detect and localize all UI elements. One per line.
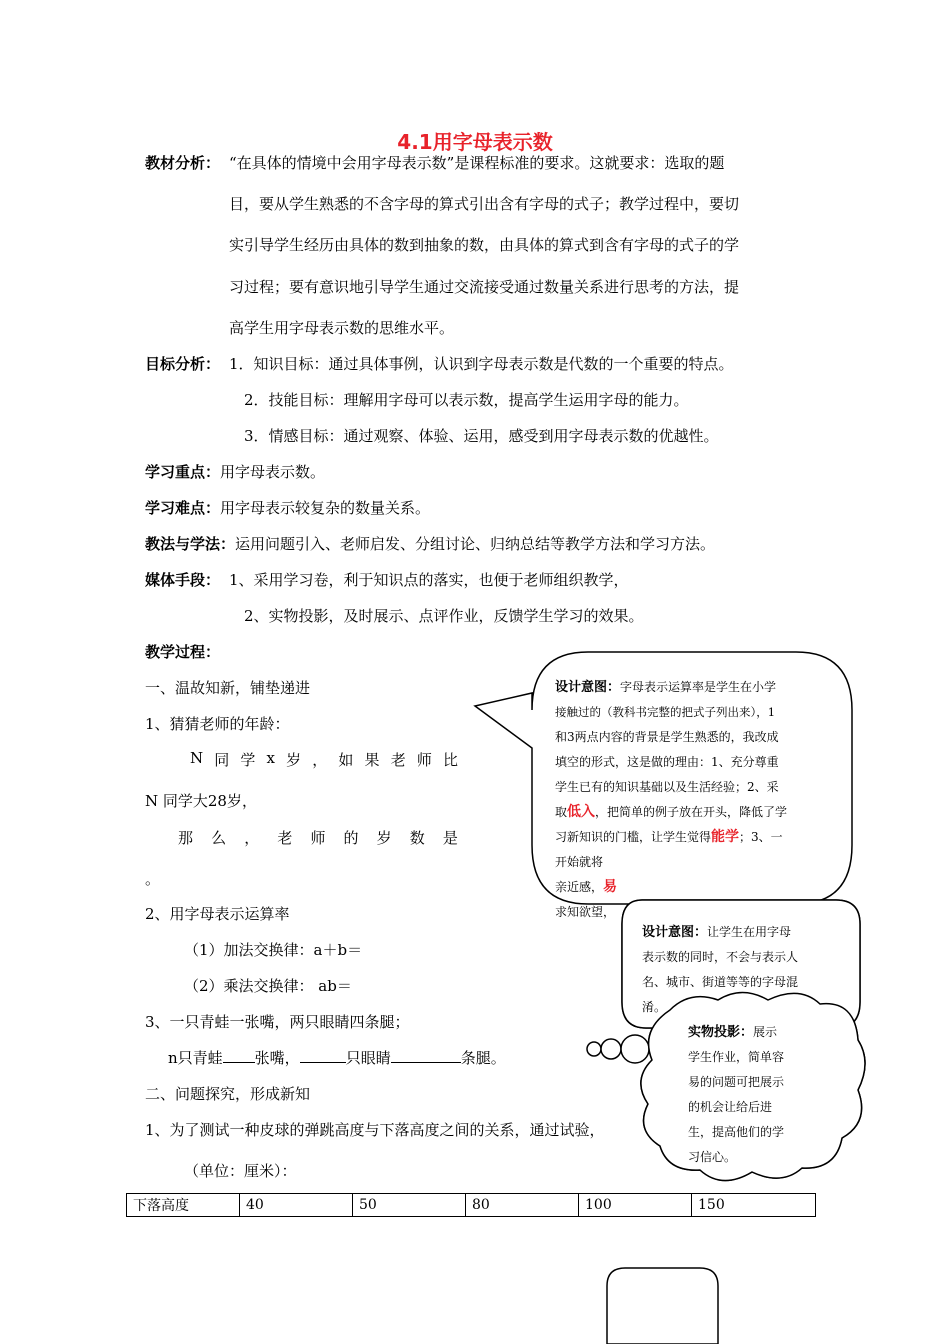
q1-char: x: [266, 749, 275, 767]
methods-text: 运用问题引入、老师启发、分组讨论、归纳总结等教学方法和学习方法。: [235, 535, 716, 553]
difficulty-label: 学习难点：: [145, 499, 221, 517]
callout-1-line: 习新知识的门槛，让学生觉得: [555, 830, 712, 844]
key-point-label: 学习重点：: [145, 463, 221, 481]
callout-1-line: 填空的形式，这是做的理由：1、充分尊重: [555, 755, 779, 769]
q1-char: 果: [364, 751, 380, 769]
q1-char: 么: [211, 829, 227, 847]
q1-char: 师: [310, 829, 326, 847]
goal-item-1: 1．知识目标：通过具体事例，认识到字母表示数是代数的一个重要的特点。: [229, 355, 734, 373]
callout-3-line: 学生作业，简单容: [688, 1050, 785, 1064]
material-line-4: 习过程；要有意识地引导学生通过交流接受通过数量关系进行思考的方法，提: [229, 278, 740, 296]
material-label: 教材分析：: [145, 154, 221, 172]
callout-1-line: 开始就将: [555, 855, 604, 869]
callout-1-line: 学生已有的知识基础以及生活经验；2、采: [555, 780, 779, 794]
q1-char: 比: [442, 751, 458, 769]
q1-char: ，: [312, 751, 328, 769]
callout-1-label: 设计意图：: [555, 680, 621, 695]
callout-1-line: 亲近感，: [555, 880, 604, 894]
callout-1-line: ；3、一: [739, 830, 783, 844]
callout-2-line: 淆。: [642, 1000, 667, 1014]
q1-char: N: [190, 749, 204, 767]
question-2-b: （2）乘法交换律： ab＝: [184, 977, 352, 995]
material-line-1: “在具体的情境中会用字母表示数”是课程标准的要求。这就要求：选取的题: [229, 154, 725, 172]
q3-part: 只眼睛: [345, 1049, 391, 1067]
table-cell: 40: [240, 1194, 353, 1217]
callout-2-label: 设计意图：: [642, 925, 708, 940]
callout-3-line: 习信心。: [688, 1150, 737, 1164]
q1-char: 是: [442, 829, 458, 847]
callout-3-line: 的机会让给后进: [688, 1100, 773, 1114]
q1-char: 如: [338, 751, 354, 769]
media-label: 媒体手段：: [145, 571, 221, 589]
process-label: 教学过程：: [145, 643, 221, 661]
callout-3-text: [688, 1020, 818, 1170]
key-point-text: 用字母表示数。: [220, 463, 326, 481]
callout-2-line: 名、城市、街道等等的字母混: [642, 975, 799, 989]
table-cell: 下落高度: [127, 1194, 240, 1217]
q1-char: 那: [178, 829, 194, 847]
methods-label: 教法与学法：: [145, 535, 236, 553]
material-line-2: 目，要从学生熟悉的不含字母的算式引出含有字母的式子；教学过程中，要切: [229, 195, 740, 213]
table-cell: 150: [692, 1194, 816, 1217]
question-3: 3、一只青蛙一张嘴，两只眼睛四条腿；: [145, 1013, 410, 1031]
callout-1-line: 接触过的（教科书完整的把式子列出来），1: [555, 705, 776, 719]
q1-char: 的: [343, 829, 359, 847]
question-2-a: （1）加法交换律：a＋b＝: [184, 941, 363, 959]
table-cell: 50: [353, 1194, 466, 1217]
callout-1-line: 字母表示运算率是学生在小学: [620, 680, 777, 694]
callout-3-line: 生，提高他们的学: [688, 1125, 785, 1139]
page-title: 4.1用字母表示数: [397, 130, 553, 154]
question-1-end: 。: [145, 870, 161, 888]
table-cell: 80: [466, 1194, 579, 1217]
q1-char: 师: [416, 751, 432, 769]
goal-item-2: 2．技能目标：理解用字母可以表示数，提高学生运用字母的能力。: [244, 391, 689, 409]
highlight-text: 易: [603, 879, 618, 895]
callout-1-line: 求知欲望，: [555, 905, 616, 919]
callout-1-line: 和3两点内容的背景是学生熟悉的，我改成: [555, 730, 779, 744]
callout-3-line: 展示: [753, 1025, 778, 1039]
q1-char: ，: [244, 829, 260, 847]
section-2-heading: 二、问题探究，形成新知: [145, 1085, 311, 1103]
callout-1-line: 取: [555, 805, 568, 819]
q3-part: 张嘴，: [254, 1049, 300, 1067]
q3-part: 条腿。: [460, 1049, 506, 1067]
q1-char: 老: [277, 829, 293, 847]
question-1-line-2: N 同学大28岁，: [145, 792, 257, 810]
difficulty-text: 用字母表示较复杂的数量关系。: [220, 499, 431, 517]
q1-char: 数: [409, 829, 425, 847]
callout-3-label: 实物投影：: [688, 1025, 754, 1040]
highlight-text: 低入: [567, 804, 596, 820]
question-4-unit: （单位：厘米）：: [184, 1162, 297, 1180]
q1-char: 学: [240, 751, 256, 769]
question-2: 2、用字母表示运算率: [145, 905, 290, 923]
q1-char: 老: [390, 751, 406, 769]
goal-item-3: 3．情感目标：通过观察、体验、运用，感受到用字母表示数的优越性。: [244, 427, 719, 445]
callout-1-line: ，把简单的例子放在开头，降低了学: [595, 805, 788, 819]
goals-label: 目标分析：: [145, 355, 221, 373]
highlight-text: 能学: [711, 829, 740, 845]
media-item-1: 1、采用学习卷，利于知识点的落实，也便于老师组织教学，: [229, 571, 629, 589]
callout-2-line: 让学生在用字母: [707, 925, 792, 939]
material-line-3: 实引导学生经历由具体的数到抽象的数，由具体的算式到含有字母的式子的学: [229, 236, 740, 254]
section-1-heading: 一、温故知新，铺垫递进: [145, 679, 311, 697]
q1-char: 岁: [376, 829, 392, 847]
q3-part: n只青蛙: [168, 1049, 223, 1067]
callout-2-text: [642, 920, 854, 1020]
material-line-5: 高学生用字母表示数的思维水平。: [229, 319, 455, 337]
callout-3-line: 易的问题可把展示: [688, 1075, 785, 1089]
table-cell: 100: [579, 1194, 692, 1217]
q1-char: 岁: [286, 751, 302, 769]
callout-2-line: 表示数的同时，不会与表示人: [642, 950, 799, 964]
media-item-2: 2、实物投影，及时展示、点评作业，反馈学生学习的效果。: [244, 607, 644, 625]
question-4: 1、为了测试一种皮球的弹跳高度与下落高度之间的关系，通过试验，: [145, 1121, 605, 1139]
question-1: 1、猜猜老师的年龄：: [145, 715, 290, 733]
q1-char: 同: [214, 751, 230, 769]
